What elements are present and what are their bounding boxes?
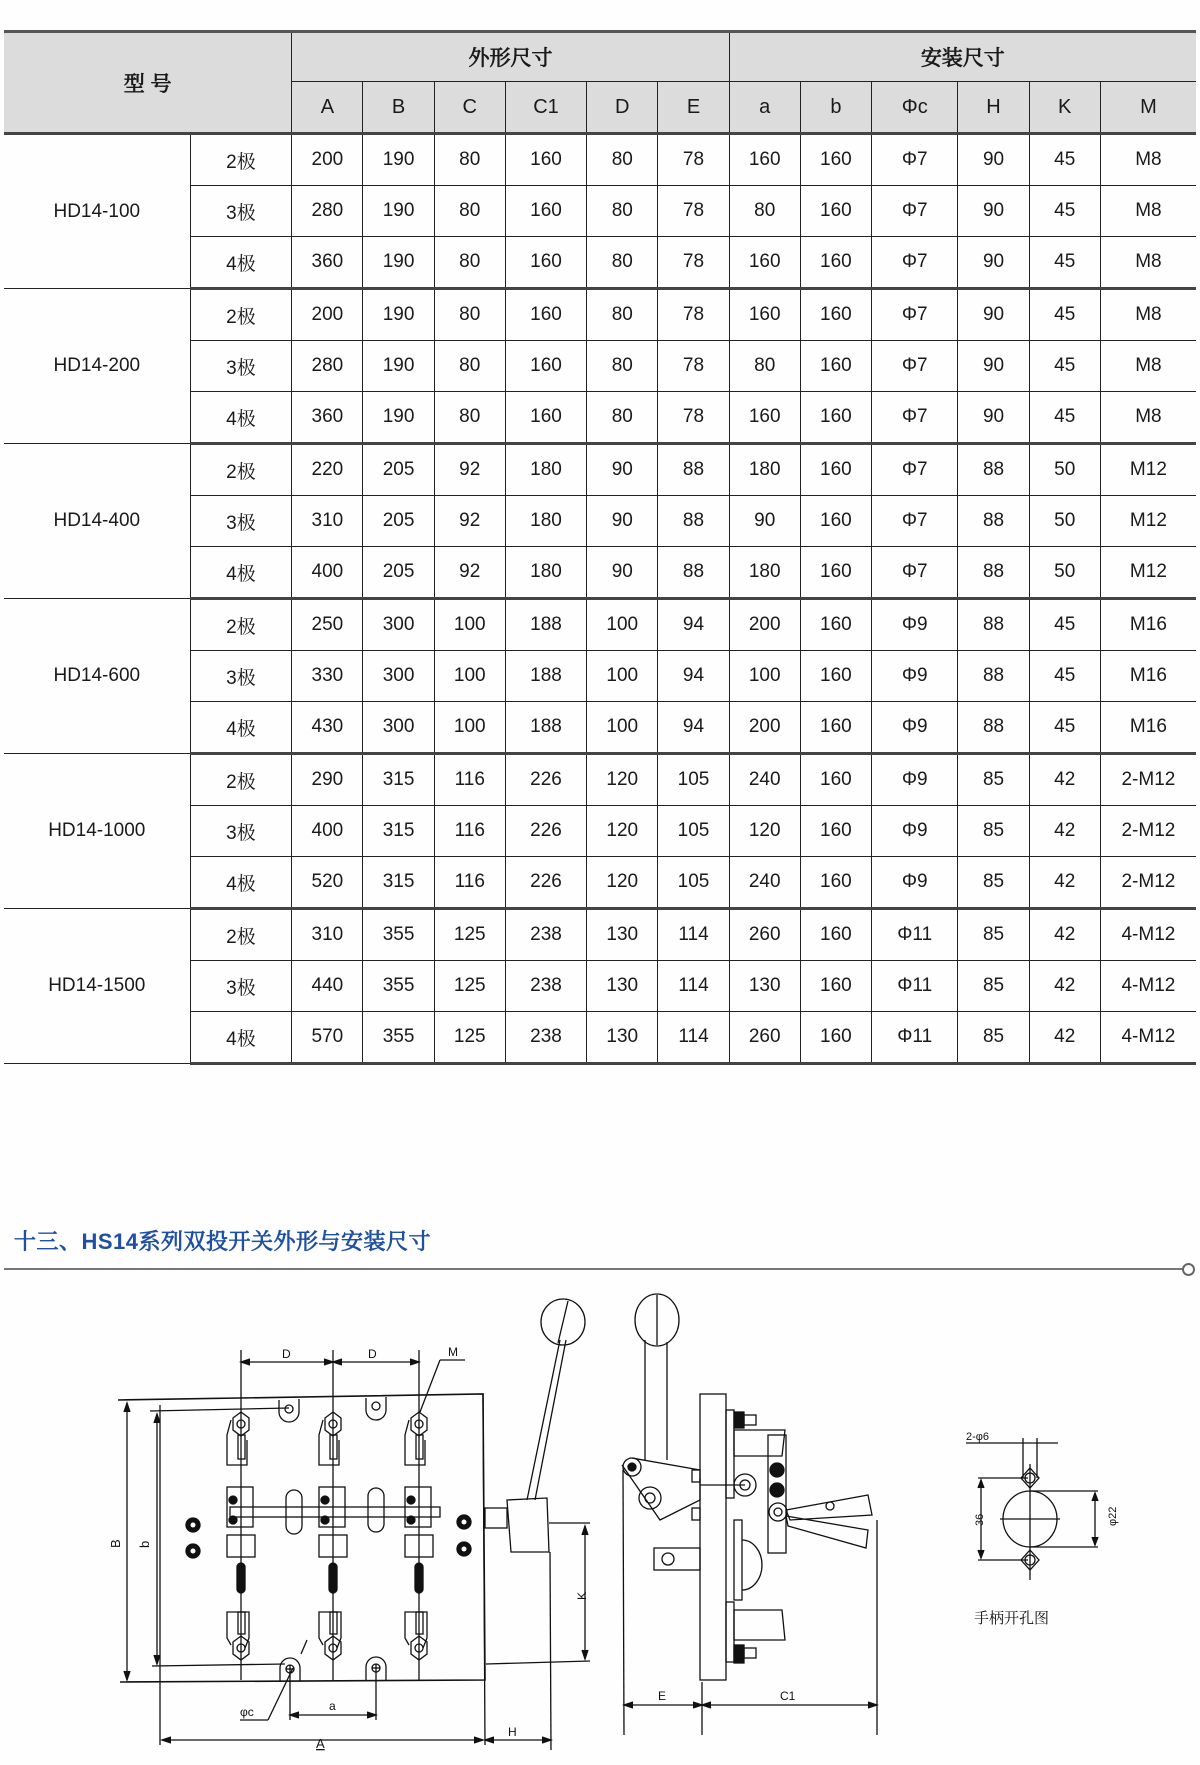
value-cell: 88: [658, 547, 729, 599]
value-cell: 78: [658, 237, 729, 289]
value-cell: 160: [800, 237, 871, 289]
value-cell: 80: [434, 392, 505, 444]
value-cell: Φ9: [872, 651, 958, 702]
value-cell: 2-M12: [1100, 754, 1196, 806]
value-cell: 300: [363, 651, 434, 702]
table-row: [4, 909, 1196, 961]
value-cell: 85: [958, 806, 1029, 857]
value-cell: 92: [434, 496, 505, 547]
value-cell: M16: [1100, 702, 1196, 754]
value-cell: M8: [1100, 186, 1196, 237]
value-cell: 160: [729, 289, 800, 341]
value-cell: 45: [1029, 341, 1100, 392]
value-cell: M12: [1100, 496, 1196, 547]
value-cell: 78: [658, 341, 729, 392]
value-cell: 310: [292, 496, 363, 547]
table-row: [4, 289, 1196, 341]
value-cell: 180: [505, 547, 586, 599]
value-cell: 85: [958, 961, 1029, 1012]
model-header: 型 号: [4, 32, 292, 134]
value-cell: 2-M12: [1100, 857, 1196, 909]
value-cell: 355: [363, 909, 434, 961]
value-cell: 400: [292, 547, 363, 599]
value-cell: 188: [505, 599, 586, 651]
value-cell: 78: [658, 392, 729, 444]
value-cell: M12: [1100, 547, 1196, 599]
value-cell: 45: [1029, 599, 1100, 651]
pole-cell: 4极: [190, 392, 292, 444]
value-cell: M8: [1100, 134, 1196, 186]
pole-cell: 3极: [190, 651, 292, 702]
value-cell: 90: [958, 392, 1029, 444]
value-cell: 315: [363, 806, 434, 857]
value-cell: 100: [434, 702, 505, 754]
value-cell: 100: [729, 651, 800, 702]
value-cell: 160: [505, 134, 586, 186]
value-cell: 240: [729, 754, 800, 806]
value-cell: 200: [729, 599, 800, 651]
value-cell: M16: [1100, 599, 1196, 651]
pole-cell: 2极: [190, 754, 292, 806]
value-cell: 190: [363, 186, 434, 237]
value-cell: 226: [505, 754, 586, 806]
hole-count-label: 2-φ6: [966, 1431, 990, 1443]
value-cell: Φ7: [872, 392, 958, 444]
dimension-table: [4, 30, 1196, 1065]
value-cell: 130: [587, 909, 658, 961]
value-cell: 105: [658, 857, 729, 909]
outline-dimensions-header: 外形尺寸: [292, 32, 729, 82]
value-cell: M16: [1100, 651, 1196, 702]
value-cell: 116: [434, 806, 505, 857]
value-cell: 300: [363, 702, 434, 754]
value-cell: 520: [292, 857, 363, 909]
value-cell: 45: [1029, 651, 1100, 702]
dim-D1-label: D: [282, 1347, 291, 1361]
pole-assembly: [227, 1350, 255, 1680]
value-cell: 88: [958, 651, 1029, 702]
value-cell: 160: [505, 237, 586, 289]
value-cell: Φ7: [872, 289, 958, 341]
column-header: a: [729, 82, 800, 134]
model-cell: HD14-400: [4, 444, 190, 599]
value-cell: M8: [1100, 237, 1196, 289]
value-cell: 4-M12: [1100, 909, 1196, 961]
value-cell: 125: [434, 1012, 505, 1064]
model-cell: HD14-600: [4, 599, 190, 754]
value-cell: 160: [505, 341, 586, 392]
pole-cell: 2极: [190, 909, 292, 961]
model-cell: HD14-1000: [4, 754, 190, 909]
value-cell: 80: [587, 392, 658, 444]
value-cell: 160: [800, 496, 871, 547]
value-cell: 116: [434, 754, 505, 806]
value-cell: 4-M12: [1100, 1012, 1196, 1064]
value-cell: Φ7: [872, 134, 958, 186]
value-cell: 2-M12: [1100, 806, 1196, 857]
value-cell: 42: [1029, 961, 1100, 1012]
value-cell: 85: [958, 1012, 1029, 1064]
value-cell: 160: [800, 857, 871, 909]
value-cell: 205: [363, 496, 434, 547]
value-cell: 90: [958, 134, 1029, 186]
value-cell: 88: [658, 444, 729, 496]
value-cell: 160: [505, 392, 586, 444]
value-cell: 160: [800, 754, 871, 806]
value-cell: 190: [363, 134, 434, 186]
dim-M-label: M: [448, 1345, 458, 1359]
value-cell: Φ7: [872, 237, 958, 289]
value-cell: 42: [1029, 1012, 1100, 1064]
value-cell: 355: [363, 961, 434, 1012]
pole-assembly: [319, 1350, 347, 1680]
value-cell: 120: [587, 857, 658, 909]
value-cell: 90: [587, 444, 658, 496]
side-view: [622, 1294, 877, 1735]
value-cell: 160: [800, 547, 871, 599]
value-cell: 125: [434, 961, 505, 1012]
value-cell: 360: [292, 392, 363, 444]
value-cell: 130: [729, 961, 800, 1012]
value-cell: 42: [1029, 806, 1100, 857]
value-cell: 355: [363, 1012, 434, 1064]
value-cell: 160: [800, 651, 871, 702]
pole-cell: 2极: [190, 444, 292, 496]
model-cell: HD14-200: [4, 289, 190, 444]
value-cell: 188: [505, 651, 586, 702]
column-header: C: [434, 82, 505, 134]
value-cell: 160: [800, 702, 871, 754]
value-cell: 280: [292, 186, 363, 237]
value-cell: 200: [729, 702, 800, 754]
column-header: K: [1029, 82, 1100, 134]
value-cell: 300: [363, 599, 434, 651]
dim-B-label: B: [108, 1539, 123, 1548]
value-cell: M8: [1100, 392, 1196, 444]
value-cell: 88: [958, 599, 1029, 651]
value-cell: 88: [658, 496, 729, 547]
value-cell: 125: [434, 909, 505, 961]
value-cell: 130: [587, 1012, 658, 1064]
value-cell: Φ7: [872, 186, 958, 237]
value-cell: 160: [800, 909, 871, 961]
value-cell: 160: [800, 392, 871, 444]
value-cell: 238: [505, 1012, 586, 1064]
value-cell: 114: [658, 909, 729, 961]
pole-assembly: [405, 1350, 433, 1680]
value-cell: Φ9: [872, 599, 958, 651]
pole-cell: 4极: [190, 857, 292, 909]
value-cell: 80: [587, 289, 658, 341]
value-cell: 160: [800, 341, 871, 392]
pole-cell: 2极: [190, 134, 292, 186]
value-cell: Φ11: [872, 961, 958, 1012]
value-cell: Φ9: [872, 806, 958, 857]
value-cell: 116: [434, 857, 505, 909]
value-cell: 120: [587, 754, 658, 806]
dim-H-label: H: [508, 1725, 517, 1739]
title-divider: [4, 1268, 1184, 1270]
value-cell: 45: [1029, 289, 1100, 341]
value-cell: 280: [292, 341, 363, 392]
table-row: [4, 599, 1196, 651]
value-cell: 94: [658, 599, 729, 651]
value-cell: 310: [292, 909, 363, 961]
handle-hole-diagram: [966, 1431, 1119, 1627]
value-cell: 114: [658, 1012, 729, 1064]
value-cell: 90: [958, 289, 1029, 341]
pole-cell: 4极: [190, 547, 292, 599]
value-cell: 45: [1029, 186, 1100, 237]
value-cell: 205: [363, 547, 434, 599]
value-cell: 160: [800, 186, 871, 237]
value-cell: 570: [292, 1012, 363, 1064]
value-cell: 45: [1029, 134, 1100, 186]
pole-cell: 4极: [190, 1012, 292, 1064]
value-cell: 260: [729, 909, 800, 961]
install-dimensions-header: 安装尺寸: [729, 32, 1196, 82]
value-cell: 80: [729, 341, 800, 392]
value-cell: M12: [1100, 444, 1196, 496]
value-cell: 200: [292, 134, 363, 186]
column-header: M: [1100, 82, 1196, 134]
model-cell: HD14-100: [4, 134, 190, 289]
column-header: Φc: [872, 82, 958, 134]
value-cell: 260: [729, 1012, 800, 1064]
pole-cell: 3极: [190, 961, 292, 1012]
value-cell: 88: [958, 444, 1029, 496]
value-cell: 180: [729, 547, 800, 599]
value-cell: 78: [658, 134, 729, 186]
value-cell: 105: [658, 806, 729, 857]
value-cell: Φ11: [872, 909, 958, 961]
dim-A-label: A: [316, 1736, 325, 1751]
value-cell: 190: [363, 392, 434, 444]
value-cell: 330: [292, 651, 363, 702]
value-cell: 80: [587, 134, 658, 186]
divider-end-circle-icon: [1182, 1263, 1195, 1276]
value-cell: 250: [292, 599, 363, 651]
value-cell: 160: [800, 444, 871, 496]
value-cell: 85: [958, 754, 1029, 806]
value-cell: 105: [658, 754, 729, 806]
value-cell: 180: [505, 496, 586, 547]
value-cell: 80: [434, 237, 505, 289]
front-view: [108, 1299, 590, 1751]
value-cell: 290: [292, 754, 363, 806]
value-cell: 4-M12: [1100, 961, 1196, 1012]
value-cell: 160: [800, 599, 871, 651]
value-cell: 220: [292, 444, 363, 496]
value-cell: 114: [658, 961, 729, 1012]
value-cell: 88: [958, 702, 1029, 754]
value-cell: 42: [1029, 857, 1100, 909]
value-cell: 80: [729, 186, 800, 237]
value-cell: 80: [587, 237, 658, 289]
pole-cell: 3极: [190, 496, 292, 547]
value-cell: 190: [363, 341, 434, 392]
value-cell: 50: [1029, 547, 1100, 599]
value-cell: 100: [587, 702, 658, 754]
value-cell: 430: [292, 702, 363, 754]
table-row: [4, 754, 1196, 806]
column-header: H: [958, 82, 1029, 134]
value-cell: 400: [292, 806, 363, 857]
value-cell: 240: [729, 857, 800, 909]
value-cell: 160: [505, 186, 586, 237]
value-cell: 100: [587, 599, 658, 651]
section-title: 十三、HS14系列双投开关外形与安装尺寸: [14, 1229, 432, 1254]
value-cell: 100: [434, 651, 505, 702]
technical-drawing: [0, 1290, 1200, 1765]
dim-a-label: a: [329, 1699, 336, 1713]
column-header: b: [800, 82, 871, 134]
value-cell: 160: [800, 1012, 871, 1064]
value-cell: M8: [1100, 289, 1196, 341]
value-cell: Φ9: [872, 754, 958, 806]
value-cell: 160: [800, 806, 871, 857]
value-cell: 88: [958, 547, 1029, 599]
handle-hole-caption: 手柄开孔图: [974, 1610, 1050, 1627]
value-cell: 50: [1029, 444, 1100, 496]
value-cell: 226: [505, 806, 586, 857]
value-cell: 190: [363, 289, 434, 341]
value-cell: 94: [658, 651, 729, 702]
pole-cell: 3极: [190, 341, 292, 392]
value-cell: 226: [505, 857, 586, 909]
value-cell: 160: [729, 392, 800, 444]
model-cell: HD14-1500: [4, 909, 190, 1064]
value-cell: 160: [729, 134, 800, 186]
value-cell: M8: [1100, 341, 1196, 392]
value-cell: 160: [800, 289, 871, 341]
value-cell: 440: [292, 961, 363, 1012]
value-cell: 90: [587, 496, 658, 547]
pole-cell: 2极: [190, 599, 292, 651]
pole-cell: 2极: [190, 289, 292, 341]
value-cell: 90: [587, 547, 658, 599]
value-cell: 190: [363, 237, 434, 289]
pole-cell: 4极: [190, 237, 292, 289]
value-cell: 238: [505, 909, 586, 961]
value-cell: 130: [587, 961, 658, 1012]
value-cell: 85: [958, 909, 1029, 961]
value-cell: Φ11: [872, 1012, 958, 1064]
value-cell: 238: [505, 961, 586, 1012]
table-row: [4, 444, 1196, 496]
value-cell: 90: [729, 496, 800, 547]
value-cell: 92: [434, 444, 505, 496]
value-cell: 205: [363, 444, 434, 496]
value-cell: 160: [729, 237, 800, 289]
pole-cell: 3极: [190, 186, 292, 237]
value-cell: 160: [800, 134, 871, 186]
value-cell: 50: [1029, 496, 1100, 547]
column-header: B: [363, 82, 434, 134]
value-cell: Φ7: [872, 547, 958, 599]
value-cell: 45: [1029, 237, 1100, 289]
value-cell: 88: [958, 496, 1029, 547]
hole-pitch-label: 36: [974, 1513, 986, 1526]
column-header: E: [658, 82, 729, 134]
value-cell: 85: [958, 857, 1029, 909]
value-cell: 45: [1029, 702, 1100, 754]
value-cell: 188: [505, 702, 586, 754]
hole-diameter-label: φ22: [1107, 1506, 1119, 1526]
value-cell: 80: [587, 186, 658, 237]
value-cell: 90: [958, 186, 1029, 237]
value-cell: 160: [505, 289, 586, 341]
column-header: A: [292, 82, 363, 134]
value-cell: 180: [729, 444, 800, 496]
dim-K-label: K: [575, 1591, 589, 1600]
value-cell: 180: [505, 444, 586, 496]
value-cell: 42: [1029, 754, 1100, 806]
value-cell: 80: [434, 341, 505, 392]
dim-E-label: E: [658, 1689, 667, 1703]
value-cell: 80: [587, 341, 658, 392]
value-cell: Φ7: [872, 496, 958, 547]
value-cell: Φ7: [872, 444, 958, 496]
pole-cell: 4极: [190, 702, 292, 754]
dim-C1-label: C1: [780, 1689, 796, 1703]
value-cell: 92: [434, 547, 505, 599]
value-cell: 360: [292, 237, 363, 289]
value-cell: 80: [434, 186, 505, 237]
value-cell: 100: [587, 651, 658, 702]
value-cell: 78: [658, 289, 729, 341]
column-header: C1: [505, 82, 586, 134]
value-cell: 160: [800, 961, 871, 1012]
value-cell: 78: [658, 186, 729, 237]
value-cell: 42: [1029, 909, 1100, 961]
value-cell: 90: [958, 237, 1029, 289]
column-header: D: [587, 82, 658, 134]
value-cell: 315: [363, 754, 434, 806]
value-cell: 200: [292, 289, 363, 341]
dim-phic-label: φc: [240, 1705, 254, 1719]
dim-b-label: b: [137, 1540, 152, 1548]
value-cell: Φ7: [872, 341, 958, 392]
value-cell: 120: [729, 806, 800, 857]
value-cell: Φ9: [872, 857, 958, 909]
value-cell: 100: [434, 599, 505, 651]
value-cell: 94: [658, 702, 729, 754]
value-cell: 90: [958, 341, 1029, 392]
value-cell: 80: [434, 289, 505, 341]
pole-cell: 3极: [190, 806, 292, 857]
value-cell: Φ9: [872, 702, 958, 754]
value-cell: 315: [363, 857, 434, 909]
value-cell: 80: [434, 134, 505, 186]
table-row: [4, 134, 1196, 186]
dim-D2-label: D: [368, 1347, 377, 1361]
value-cell: 120: [587, 806, 658, 857]
value-cell: 45: [1029, 392, 1100, 444]
